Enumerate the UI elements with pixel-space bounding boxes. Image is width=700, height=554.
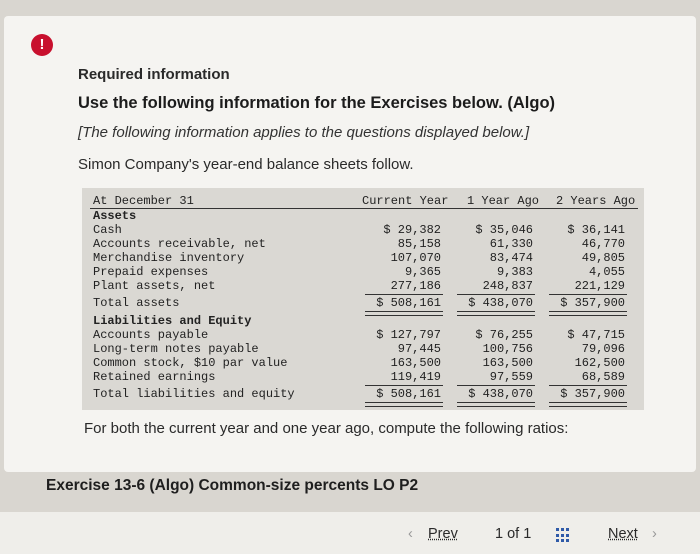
cell: 221,129 bbox=[574, 279, 625, 293]
cell: 46,770 bbox=[581, 237, 625, 251]
total-double-rule bbox=[457, 311, 535, 316]
header-2-years-ago: 2 Years Ago bbox=[556, 194, 636, 208]
navigation-footer bbox=[0, 512, 700, 554]
row-label-inventory: Merchandise inventory bbox=[93, 251, 245, 265]
subtotal-rule bbox=[457, 385, 535, 386]
cell: 83,474 bbox=[489, 251, 533, 265]
cell: 162,500 bbox=[574, 356, 625, 370]
cell: 79,096 bbox=[581, 342, 625, 356]
cell: $ 438,070 bbox=[468, 296, 533, 310]
applies-note: [The following information applies to the questions displayed below.] bbox=[78, 124, 530, 141]
subtotal-rule bbox=[457, 294, 535, 295]
assets-label: Assets bbox=[93, 209, 137, 223]
row-label-ar: Accounts receivable, net bbox=[93, 237, 266, 251]
cell: 107,070 bbox=[390, 251, 441, 265]
intro-text: Simon Company's year-end balance sheets follow. bbox=[78, 156, 414, 173]
chevron-left-icon[interactable]: ‹ bbox=[408, 526, 413, 542]
cell: $ 438,070 bbox=[468, 387, 533, 401]
total-double-rule bbox=[549, 311, 627, 316]
subtotal-rule bbox=[549, 385, 627, 386]
subtotal-rule bbox=[365, 385, 443, 386]
instruction-heading: Use the following information for the Exercises below. (Algo) bbox=[78, 94, 556, 112]
header-current-year: Current Year bbox=[362, 194, 449, 208]
total-double-rule bbox=[549, 402, 627, 407]
cell: $ 47,715 bbox=[567, 328, 625, 342]
cell: 248,837 bbox=[482, 279, 533, 293]
row-label-plant: Plant assets, net bbox=[93, 279, 216, 293]
header-date: At December 31 bbox=[93, 194, 194, 208]
cell: 277,186 bbox=[390, 279, 441, 293]
cell: 9,365 bbox=[404, 265, 441, 279]
cell: 97,445 bbox=[397, 342, 441, 356]
alert-icon: ! bbox=[31, 34, 53, 56]
row-label-total-liab: Total liabilities and equity bbox=[93, 387, 295, 401]
row-label-prepaid: Prepaid expenses bbox=[93, 265, 209, 279]
exercise-title: Exercise 13-6 (Algo) Common-size percents LO P2 bbox=[46, 477, 419, 494]
cell: $ 29,382 bbox=[383, 223, 441, 237]
cell: $ 76,255 bbox=[475, 328, 533, 342]
total-double-rule bbox=[365, 311, 443, 316]
cell: 163,500 bbox=[482, 356, 533, 370]
balance-sheet-table bbox=[82, 188, 644, 410]
row-label-total-assets: Total assets bbox=[93, 296, 180, 310]
subtotal-rule bbox=[549, 294, 627, 295]
cell: 49,805 bbox=[581, 251, 625, 265]
cell: 68,589 bbox=[581, 370, 625, 384]
cell: 163,500 bbox=[390, 356, 441, 370]
prev-button[interactable]: Prev bbox=[428, 526, 458, 542]
cell: $ 508,161 bbox=[376, 387, 441, 401]
cell: $ 357,900 bbox=[560, 387, 625, 401]
total-double-rule bbox=[365, 402, 443, 407]
cell: 97,559 bbox=[489, 370, 533, 384]
cell: 9,383 bbox=[496, 265, 533, 279]
header-1-year-ago: 1 Year Ago bbox=[467, 194, 540, 208]
question-text: For both the current year and one year ago, compute the following ratios: bbox=[84, 420, 569, 437]
row-label-retained: Retained earnings bbox=[93, 370, 216, 384]
cell: $ 127,797 bbox=[376, 328, 441, 342]
required-info-heading: Required information bbox=[78, 66, 230, 83]
liabilities-label: Liabilities and Equity bbox=[93, 314, 252, 328]
cell: $ 508,161 bbox=[376, 296, 441, 310]
cell: $ 357,900 bbox=[560, 296, 625, 310]
cell: 4,055 bbox=[588, 265, 625, 279]
grid-icon[interactable] bbox=[555, 527, 572, 544]
cell: 100,756 bbox=[482, 342, 533, 356]
row-label-notes: Long-term notes payable bbox=[93, 342, 259, 356]
header-rule bbox=[90, 208, 638, 209]
cell: $ 35,046 bbox=[475, 223, 533, 237]
cell: 61,330 bbox=[489, 237, 533, 251]
page-indicator: 1 of 1 bbox=[495, 526, 532, 542]
row-label-cash: Cash bbox=[93, 223, 122, 237]
next-button[interactable]: Next bbox=[608, 526, 638, 542]
cell: 85,158 bbox=[397, 237, 441, 251]
subtotal-rule bbox=[365, 294, 443, 295]
chevron-right-icon[interactable]: › bbox=[652, 526, 657, 542]
total-double-rule bbox=[457, 402, 535, 407]
cell: 119,419 bbox=[390, 370, 441, 384]
cell: $ 36,141 bbox=[567, 223, 625, 237]
row-label-common-stock: Common stock, $10 par value bbox=[93, 356, 288, 370]
row-label-ap: Accounts payable bbox=[93, 328, 209, 342]
